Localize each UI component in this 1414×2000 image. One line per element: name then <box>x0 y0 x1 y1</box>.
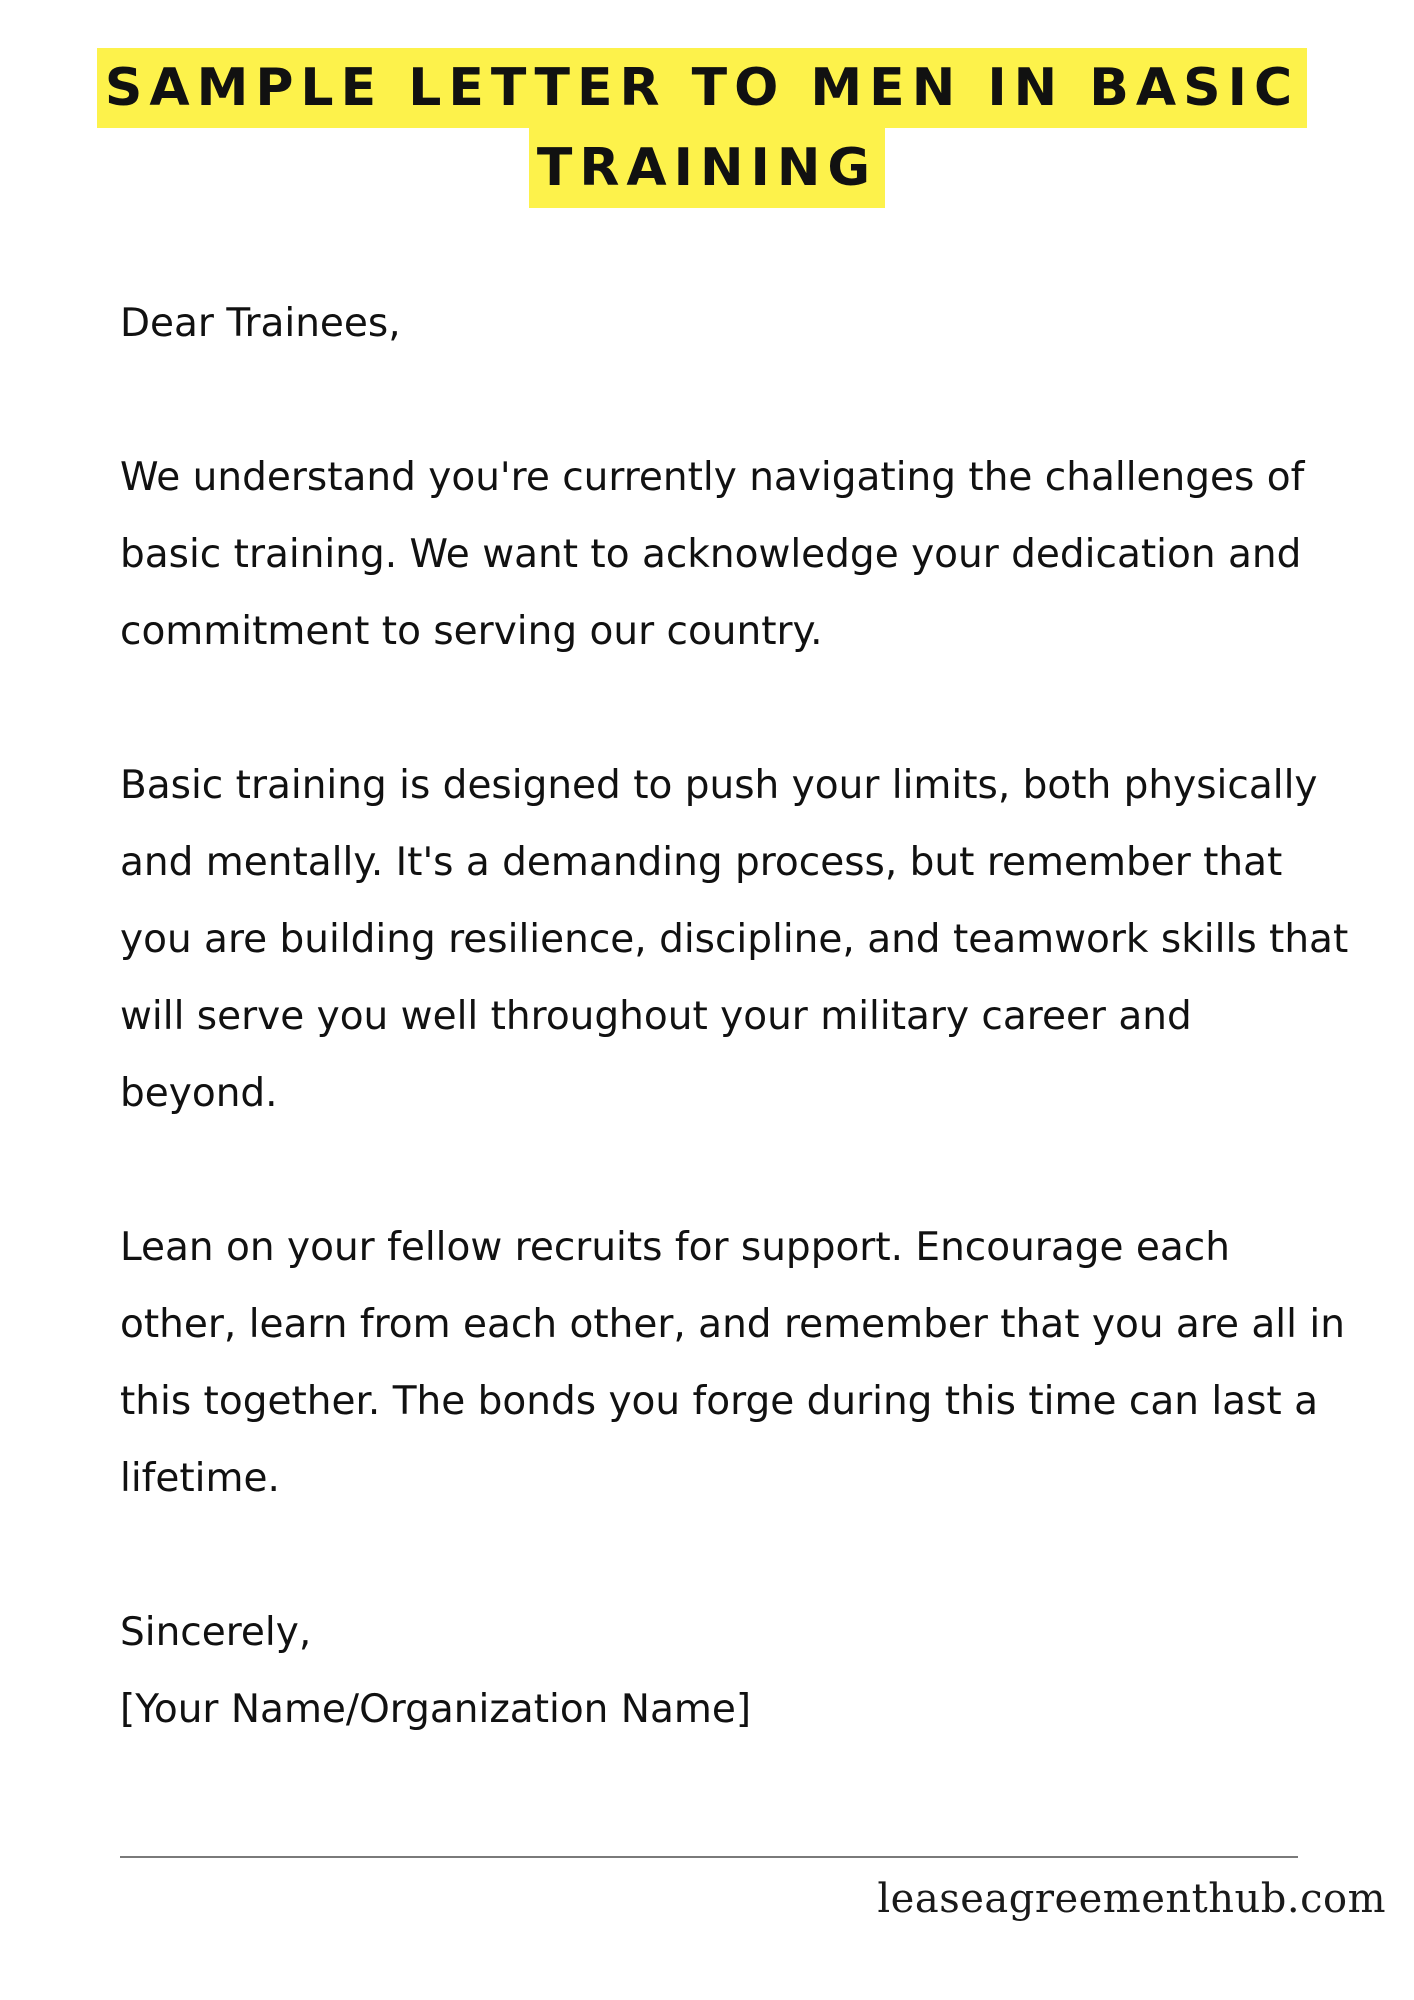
title-line-2: TRAINING <box>529 128 885 208</box>
closing: Sincerely, <box>120 1610 312 1655</box>
footer-divider <box>120 1856 1298 1858</box>
letter-body <box>120 285 1350 1748</box>
title-line-1: SAMPLE LETTER TO MEN IN BASIC <box>97 48 1307 128</box>
paragraph-1: We understand you're currently navigating the challenges of basic training. We want to acknowledge your dedication and commitment to serving our country. <box>120 455 1305 654</box>
signature: [Your Name/Organization Name] <box>120 1687 752 1732</box>
paragraph-3: Lean on your fellow recruits for support. Encourage each other, learn from each other, and remember that you are all in this together. The bonds you forge during this time can last a lifetime. <box>120 1225 1345 1501</box>
paragraph-2: Basic training is designed to push your limits, both physically and mentally. It's a demanding process, but remember that you are building resilience, discipline, and teamwork skills that will serve you well throughout your military career and beyond. <box>120 763 1349 1116</box>
salutation: Dear Trainees, <box>120 301 401 346</box>
footer-brand: leaseagreementhub.com <box>877 1876 1386 1922</box>
document-title <box>0 48 1414 208</box>
